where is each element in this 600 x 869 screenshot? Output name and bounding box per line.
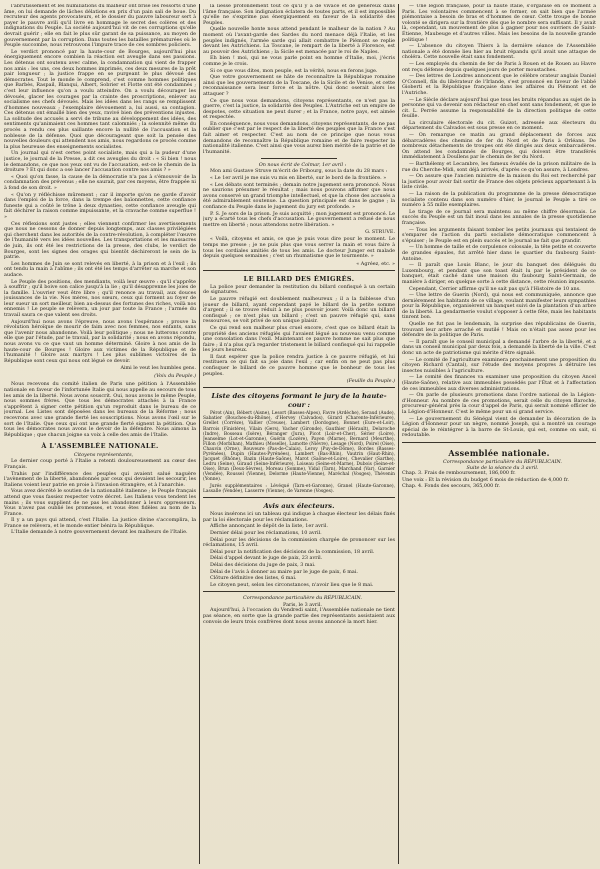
- paragraph: P. S. Je sors de la prison. Je suis acquitté ; mon jugement est prononcé. Le jury a écarté tous les chefs d'accusation. Le gouvernement a refusé de nous mettre en liberté ; nous attendons notre libération. »: [203, 210, 395, 228]
- paragraph: — Un homme de taille et de corpulence colossale, la tête petite et couverte de grandes épaules, fut arrêté hier dans le quartier du faubourg Saint-Antoine.: [402, 244, 596, 262]
- paragraph: « Qu'on y réfléchisse mûrement ; car il importe qu'on ne garde d'avoir dans l'emploi de la force, dans la trempe des baïonnettes, cette confiance funeste qui a coûté le trône à deux dynasties, cette confiance aveugle qui fait déchirer la raison comme impuissante, et la cravache comme superflue ! »: [4, 191, 196, 220]
- paragraph: — Barthélemy et Lecambre, les fameux évadés de la prison militaire de la rue du Cherche-Midi, sont déjà arrivés, d'après ce qu'on assure, à Londres.: [402, 161, 596, 173]
- paragraph: Cependant, Cerrier affirme qu'il ne sait pas qu'à l'Histoire de 10 ans.: [409, 285, 581, 292]
- paragraph: Clôture définitive des listes, 6 mai.: [210, 575, 297, 582]
- paragraph: Trahis par l'indifférence des peuples qui avaient salué naguère l'avènement de la liberté, abandonnés par ceux qui devaient les secourir, les Italiens voient leur patrie en proie à l'invasion étrangère, et à l'anarchie.: [4, 470, 196, 488]
- paragraph: Délai des décisions du juge de paix, 3 mai.: [210, 562, 316, 568]
- paragraph: Ce qui rend son malheur plus cruel encore, c'est que ce billard était la propriété des anciens réfugiés qui l'avaient légué au nouveau venu comme une consolation dans l'exil. Maintenant ce pauvre homme ne sait plus que faire ; il n'a plus qu'à regarder tristement le billard confisqué qui lui rappelle les jours heureux.: [203, 324, 395, 354]
- signature: « Agréez, etc. »: [356, 260, 395, 267]
- paragraph: Il y a un pays qui attend, c'est l'Italie. La justice divine s'accomplira, la France se relèvera, et le monde entier bénira la République.: [4, 517, 196, 529]
- paragraph: — Il paraît que Louis Blanc, le jour du banquet des délégués du Luxembourg, et pendant que son toast était lu par le président de ce banquet, était caché dans une maison du faubourg Saint-Germain, de manière à diriger, en quelque sorte à cette distance, cette réunion imposante.: [402, 262, 596, 285]
- paragraph: Aujourd'hui, à l'occasion du Vendredi saint, l'Assemblée nationale ne tient pas séance, en sorte que la grande partie des représentants assistaient aux convois de leurs trois confrères dont nous avons annoncé la mort hier.: [203, 607, 395, 625]
- article-source: (Feuille du Peuple.): [346, 378, 395, 385]
- paragraph: Délai pour la notification des décisions de la commission, 18 avril.: [210, 548, 375, 555]
- jury-list: Pérot (Ain), Bébert (Aisne), Lesort (Basses-Alpes), Favre (Ardèche), Seraud (Aude), Sabatier (Bouches-du-Rhône), d'Hervey (Calvados), Girard (Charente-Inférieure), Grellet (Corrèze), Vallier (Creuse), Lambert (Dordogne), Bonnet (Eure-et-Loir), Barrois (Finistère), Vilain (Gers), Vacher (Gironde), Gauthier (Hérault), Delaroche (Indre), Bosseau (Isère), Béranger (Jura), Picot (Loir-et-Cher), Sérier (Loire), Jeanselme (Lot-et-Garonne), Guérin (Lozère), Payen (Marne), Bernard (Meurthe), Fillon (Morbihan), Mathieu (Moselle), Lamotte (Nièvre), Lesage (Nord), Poirel (Oise), Chauvin (Orne), Rouveure (Pas-de-Calais), Leroy (Puy-de-Dôme), Bordes (Basses-Pyrénées), Dupin (Hautes-Pyrénées), Lambert (Bas-Rhin), Vautrin (Haut-Rhin), Jacquet (Rhône), Bazin (Haute-Saône), Marot (Saône-et-Loire), Chevalier (Sarthe), Ledru (Seine), Giraud (Seine-Inférieure), Loiseau (Seine-et-Marne), Dubois (Seine-et-Oise), Brun (Deux-Sèvres), Moreau (Somme), Vidal (Tarn), Marchand (Var), Garnier (Vendée), Roussel (Vienne), Delorme (Haute-Vienne), Maréchal (Vosges), Thévenin (Yonne).: [203, 411, 395, 483]
- separator: [203, 497, 395, 498]
- paragraph: Ces réflexions sont justes ; elles viennent confirmer les avertissements que nous ne cessons de donner depuis longtemps, aux classes privilégiées qui cherchent dans les autorités de la contre-révolution, à compléter l'œuvre de l'humanité vers les idées nouvelles. Les transportations et les massacres de juin, ils ont été les restrictions de la presse, des clubs, le verdict de Bourges, sont les signes des orages qui bientôt déchireront le sein de la patrie.: [4, 220, 196, 261]
- paragraph: Affiche annonçant le dépôt de la liste, 1er avril.: [210, 523, 328, 530]
- article-body: [203, 285, 395, 378]
- paragraph: Eh bien ! moi, qui ne vous parle point en homme d'Italie, moi, j'écris comme je le crois.: [203, 55, 395, 67]
- paragraph: Délai de l'avis à donner au maire par le juge de paix, 6 mai.: [210, 568, 358, 575]
- paragraph: — Tous les arguments faisant tomber les petits journaux qui tentaient de s'emparer de l'action du parti socialiste démocratique commencent à s'épuiser ; le Peuple est en plein succès et le journal ne fait que grandir.: [402, 226, 596, 244]
- paragraph: — Le comité de l'agriculture examinera prochainement une proposition du citoyen Richard (Cantal), sur l'étude des moyens propres à détruire les insectes nuisibles à l'agriculture.: [402, 356, 596, 374]
- article-body: [402, 471, 596, 490]
- section-heading: Avis aux électeurs.: [263, 501, 335, 510]
- article-body: [203, 608, 395, 625]
- paragraph: — La raison de la publication du programme de la presse démocratique socialiste contenu dans son numéro d'hier, le journal le Peuple a tiré ce numéro à 55 mille exemplaires.: [402, 191, 596, 209]
- rubric-subtitle: Correspondance particulière du RÉPUBLICAIN.: [443, 458, 562, 465]
- paragraph: — Une légion française, pour la haute Italie, s'organise en ce moment à Paris. Les volontaires commencent à se former, on sait bien que l'armée piémontaise a besoin de bras et d'hommes de cœur. Cette troupe de bonne volonté se dirigera sur la frontière dès que le nombre sera suffisant. Il y avait là, cependant, un mouvement de plus à gagner pour nos ouvriers de Saint-Étienne, Maubeuge et d'autres villes. Mais les besoins de la nouvelle grande politique !: [402, 4, 596, 43]
- section-heading: LE BILLARD DES ÉMIGRÉS.: [243, 274, 355, 283]
- article-body: [4, 382, 196, 438]
- paragraph: Une voix : Et la révision du budget 6 mois de réduction de 4,000 fr.: [402, 476, 569, 483]
- paragraph: — On remarque ce matin au grand déplacement de forces aux débarcadères des chemins de fer du Nord et de Paris à Orléans. De nombreux détachements de troupes ont été dirigés aux deux embarcadères. On attend les condamnés de Bourges, qui doivent être transférés immédiatement à Doullens par le chemin de fer du Nord.: [402, 132, 596, 161]
- paragraph: Mon ami Gustave Struve m'écrit de Fribourg, sous la date du 28 mars :: [210, 168, 388, 175]
- article-body: [4, 459, 196, 536]
- rubric-subtitle: Suite de la séance du 3 avril.: [466, 464, 539, 471]
- paragraph: la liesse profondément tout ce qu'il y a de vivace et de généreux dans l'âme française. Son indignation éclatera de toutes parts, et il est impossible qu'elle ne s'exprime pas énergiquement en faveur de la solidarité des Peuples.: [203, 4, 395, 26]
- separator: [261, 158, 338, 159]
- paragraph: « Les débats sont terminés ; demain notre jugement sera prononcé. Nous ne saurions présumer le résultat ; mais nous pouvons affirmer que nous avons conservé un grand triomphe intellectuel, et que la chose des accusés a été admirablement soutenue. La question principale est dans le gagne ; la confiance du Peuple dans le jugement du jury est profonde. »: [203, 181, 395, 210]
- quote-tail: Aimi le veut les humbles gens.: [120, 365, 196, 372]
- paragraph: « Quoi qu'on fasse, la cause de la démocratie n'a pas à s'émouvoir de la condamnation des prévenus ; elle ne saurait, par ces moyens, être frappée ni à fond de son droit. »: [4, 173, 196, 191]
- paragraph: — L'absence du citoyen Thiers à la dernière séance de l'Assemblée nationale a été donnée lieu hier au bruit répandu qu'il avait une attaque de choléra. Cette nouvelle était sans fondement.: [402, 43, 596, 61]
- paragraph: L'Italie demande à notre gouvernement devant les malheurs de l'Italie.: [11, 529, 188, 536]
- rubric-title: Assemblée nationale.: [448, 447, 550, 458]
- paragraph: — Le comité des finances va examiner une proposition du citoyen Ancel (Haute-Saône), relative aux immeubles possédés par l'État et à l'affectation de ces immeubles aux diverses administrations.: [402, 374, 596, 392]
- signature: G. STRUVE.: [365, 229, 395, 236]
- paragraph: Délai pour les décisions de la commission chargée de prononcer sur les réclamations, 15 avril.: [203, 536, 395, 549]
- paragraph: Ce que nous vous demandons, citoyens représentants, ce n'est pas la guerre, c'est la justice, la solidarité des Peuples. L'Autriche est un empire de despotes, cette situation ne peut durer ; et la France, notre pays, est aimée et respectée.: [203, 97, 395, 121]
- paragraph: — Des lettres de Londres annoncent que le célèbre orateur anglais Daniel O'Connell, fils du libérateur de l'Irlande, s'est prononcé en faveur de l'abbé Gioberti et la République française dans les affaires du Piémont et de l'Autriche.: [402, 73, 596, 96]
- dateline: On nous écrit de Colmar, 1er avril :: [258, 162, 347, 169]
- section-heading: À L'ASSEMBLÉE NATIONALE.: [41, 442, 159, 451]
- jury-supplementary: Jurés supplémentaires : Lévéqué (Tarn-et-Garonne), Granel (Haute-Garonne), Lassalle (Vendée), Lasserre (Vienne), de Varenne (Vosges).: [203, 483, 395, 494]
- paragraph: Le dernier coup porté à l'Italie a retenti douloureusement au cœur des Français.: [4, 458, 196, 470]
- paragraph: En conséquence, nous vous demandons, citoyens représentants, de ne pas oublier que c'est par le respect de la liberté des peuples que la France s'est fait aimer et respecter. C'est au nom de ce principe que nous vous demandons de reconnaître la République romaine et de faire respecter la nationalité italienne. C'est ainsi que vous aurez bien mérité de la patrie et de l'humanité.: [203, 120, 395, 155]
- paragraph: Quelle ne fut pas le lendemain, la surprise des républicains de Guerin, trouvant leur arbre arraché et mutilé ! Mais on n'était pas assez pour les défendre de la politique de Paris.: [402, 321, 596, 339]
- paragraph: Le tirage de ce journal sera maintenu au même chiffre désormais. Le succès du Peuple est un fait inouï dans les annales de la presse quotidienne française.: [402, 208, 596, 226]
- paragraph: Un journal qui n'est certes point socialiste, mais qui a la pudeur d'une justice, le journal de la Presse, a dit ces aveugles du droit : « Si bien ! nous le demandons, ce que nos yeux ont vu de l'accusation, est-ce le chemin de la droiture ? Et qui donc a osé lancer l'accusation contre nos amis ? »: [4, 150, 196, 174]
- article-body: [203, 237, 395, 259]
- column-1: [4, 4, 196, 866]
- paragraph: Délai d'appel devant le juge de paix, 23 avril.: [210, 555, 323, 562]
- article-body: [203, 512, 395, 588]
- article-body: [203, 4, 395, 155]
- column-3: [402, 4, 596, 866]
- article-body: [4, 4, 196, 364]
- paragraph: Si ce que vous dites, mon peuple, est la vérité, nous en ferons juge.: [210, 67, 378, 74]
- article-body: [203, 169, 395, 228]
- paragraph: Nous recevons du comité italien de Paris une pétition à l'Assemblée nationale en faveur de l'infortunée Italie qui nous appelle au secours de tous les amis de la liberté. Nous avons souscrit. Oui, nous avons le même Peuple, nous sommes frères. Que tous les démocrates attachés à la France s'apprêtent à signer cette pétition qu'un reproduit dans le bureau de ce journal. Les Listes sont déposées dans les bureaux de la Réforme ; nous recevrons avec une grande fierté les souscriptions. Nous avons l'œil sur le sort de l'Italie. Que ceux qui ont une grande fierté signent la pétition. Que tous les démocrates nous avons le devoir de la défendre. Nous aimons la République ; que chacun joigne sa voix à celle des amis de l'Italie.: [4, 381, 196, 438]
- dateline: Paris, le 3 avril.: [283, 602, 322, 609]
- paragraph: Le pauvre réfugié est doublement malheureux ; il a la faiblesse d'un joueur de billard, ayant cependant payé le billard de la petite somme d'argent ; il se trouve réduit à ne plus pouvoir jouer. Voilà donc un billard confisqué ; ce n'est plus un billard ; c'est un pauvre réfugié qui, sans ressources, se voit privé de son unique plaisir.: [203, 295, 395, 325]
- article-source: (Voix du Peuple.): [154, 373, 196, 380]
- article-body: [402, 4, 596, 439]
- paragraph: — On parle de plusieurs promotions dans l'ordre national de la Légion-d'Honneur. Au nombre de ces promotions, serait celle du citoyen Baroche, procureur-général près la cour d'appel de Paris, qui serait nommé officier de la Légion-d'Honneur. C'est le même pour un si grand service.: [402, 392, 596, 415]
- paragraph: — Une lettre de Guerin (Nord), qui nous est communiquée, annonce que dernièrement les habitants de ce village, voulant manifester leurs sympathies pour la République, organisèrent un banquet suivi de la plantation d'un arbre de la liberté. La gendarmerie voulut s'opposer à cette fête, mais les habitants tinrent bon.: [402, 292, 596, 321]
- paragraph: Chap. 4. Fonds des secours, 365,000 fr.: [402, 483, 500, 490]
- paragraph: Vous avez décrété le soutien de la nationalité italienne ; le Peuple français attend que vous fassiez respecter votre décret. Les Italiens vous tendent les mains ; ils vous supplient de ne pas les abandonner à leurs oppresseurs. Vous n'avez pas oublié les promesses, et vous êtes fidèles au nom de la France.: [4, 488, 196, 517]
- column-rule: [199, 4, 200, 864]
- paragraph: Quelle nouvelle honte nous attend pendant le malheur de la nation ? Au moment où l'avant-garde des Sardes du nord menace déjà l'Italie, et les peuples indignés, l'armée sarde qui allait combattre le Piémont se replie devant les Autrichiens. La Toscane, le rempart de la liberté à Florence, est au pouvoir des Autrichiens ; la Sicile est menacée par le roi de Naples.: [203, 26, 395, 55]
- paragraph: — Les employés du chemin de fer de Paris à Rouen et de Rouen au Havre ont reçu défense depuis quelques jours de porter moustaches.: [402, 60, 596, 73]
- paragraph: Aujourd'hui nous avons l'épreuve, nous avons l'espérance ; prouve la révolution héroïque de mourir de faim avec nos femmes, nos enfants, sans que l'avenir nous abandonne. Voilà leur politique ; nous ne lutterons contre elle que par l'étude, par le travail, par la solidarité ; nous en avons répondu, nous avons vu ce que vaut un homme déterminé. Gloire à nos amis de la haute-cour de Bourges ! Gloire aux victimes de la République et de l'humanité ! Gloire aux martyrs ! Les plus sublimes victoires de la République sont ceux qui nous ont légué ce devoir.: [4, 318, 196, 364]
- paragraph: Le citoyen peut, selon les circonstances, n'avoir lieu que le 8 mai.: [210, 581, 374, 588]
- column-rule: [398, 4, 399, 864]
- paragraph: Que votre gouvernement se hâte de reconnaître la République romaine ainsi que les gouvernements de la Toscane, de la Sicile et de Venise, et cette reconnaissance sera leur force et la nôtre. Qui donc oserait alors les attaquer ?: [203, 74, 395, 97]
- separator: [203, 591, 395, 592]
- paragraph: Nous insérons ici un tableau qui indique à chaque électeur les délais fixés par la loi électorale pour les réclamations.: [203, 511, 395, 523]
- column-2: [203, 4, 395, 866]
- paragraph: « Le 1er avril je me suis vu mis en liberté, sur le bord de la frontière. »: [210, 175, 387, 182]
- section-heading: Liste des citoyens formant le jury de la haute-cour :: [211, 392, 387, 409]
- paragraph: — Le Siècle déclare aujourd'hui que tous les bruits répandus au sujet de la personne qui va devenir son rédacteur en chef sont sans fondement, et que le cit. L. Perrée assume la responsabilité de la direction politique de cette feuille.: [402, 96, 596, 120]
- paragraph: l'abrutissement et les humiliations du malheur ont brisé les ressorts d'une âme, on lui demande de lâches délations en prix d'un pain sali de boue. Du recruteur des agents provocateurs, et le dossier du pauvre laboureur sert à payer le pauvre avili qu'il livre en hommage le secret des colères et des indignations du Peuple. La société aujourd'hui vit de ces corruptions qu'elle devrait guérir ; elle en fait le plus sûr garant de sa puissance, au moyen de gouvernement par la corruption. Dans toutes les batailles prématurées où le Peuple succombe, nous retrouvons l'impure trace de ces sombres policiers.: [4, 4, 196, 49]
- paragraph: — On assure que l'ancien ministre de la maison du Roi est recherché par la justice pour avoir fait sortir de France des objets précieux appartenant à la liste civile.: [402, 173, 596, 191]
- paragraph: Le verdict prononcé par la haute-cour de Bourges, aujourd'hui plus énergiquement encore combien la réaction est aveugle dans ses passions. Les détenus ont soutenu avec calme, la condamnation qui vient de frapper nos amis : les uns, ces deux hommes imprimés, ces deux mesures de la prêt pair longueur ; la justice frappe en se purgeant le plus dévoué des démocrates. Tout le monde le comprend, c'est comme hommes politiques que Barbès, Raspail, Blanqui, Albert, Sobrier et Flotte ont été condamnés ; c'est leur influence qu'on a voulu atteindre. On a voulu décourager les dévoués, glacer les courages par la crainte des proscriptions, enlever au socialisme ses chefs dévoués. Mais les idées dans les rangs se remplissent d'hommes nouveaux ; l'exemplaire dévouement a, lui aussi, sa contagion. Ces détenus ont émaillé bien des yeux, ravivé bien des préventions injustes. La solitude des accusés a servi de tribune au développement des idées, des sentiments qu'animaient ces hommes tant calomniés ; la solennité même du procès a rendu ces plus saillante encore la nullité de l'accusation et la noblesse de la défense. Quoi que décourageant que soit la pensée des nouvelles douleurs qui attendent nos amis, nous regardons ce procès comme la plus heureuse des enseignements socialistes.: [4, 48, 196, 150]
- paragraph: — Le gouvernement du Sénégal vient de demander la décoration de la Légion d'Honneur pour un nègre, nommé Joseph, qui a montré un courage spécial de le réintégrer à la barre de St-Louis, qui est, comme on sait, si redoutable.: [402, 415, 596, 439]
- paragraph: « Voilà, citoyens et amis, ce que je puis vous dire pour le moment. Le temps me presse ; je ne puis plus que vous serrer la main et vous faire à tous les cordiales amitiés de tous les amis. Le docteur Junger est malade depuis quelques semaines ; c'est un rhumatisme que le tourmente. »: [203, 236, 395, 260]
- section-heading: Correspondance particulière du RÉPUBLICAIN.: [243, 595, 362, 602]
- paragraph: La police pour demander la restitution du billard confisqué à un certain de signatures.: [203, 283, 395, 296]
- salutation: Citoyens représentants,: [73, 452, 134, 459]
- paragraph: Les hommes de Juin se sont relevés en liberté, à la prison et à l'exil ; ils ont tendu la main à l'abîme ; ils ont été les temps d'arrêter sa marche et son audace.: [4, 260, 196, 278]
- paragraph: Chap. 3. Frais de remboursement, 186,000 fr.: [402, 469, 516, 476]
- separator: [203, 387, 395, 388]
- separator: [203, 270, 395, 271]
- separator: [402, 442, 596, 443]
- paragraph: Le Peuple des positions, des mendiants, voilà leur œuvre : qu'il s'apprête à souffrir ; qu'il boive son calice jusqu'à la lie ; qu'il désapprenne les joies de la famille. L'ouvrier veut être libre ; qu'il renonce au travail, aux douces jouissances de la vie. Nos mères, nos sœurs, ceux qui forment au foyer de leur sueur un sort meilleur, bien au-dessus des fortunes des riches, voilà nos ennemis ! Le peuple se relèvera, un jour par toute la France ; l'armée du travail saura ce que valent ses droits.: [4, 278, 196, 319]
- paragraph: Dernier délai pour les réclamations, 10 avril.: [210, 530, 322, 537]
- paragraph: Il faut espérer que la police rendra justice à ce pauvre réfugié, et lui restituera ce qui fait sa joie dans l'exil ; car enfin on ne peut pas plus confisquer le billard de ce pauvre homme que le bonheur de tous les peuples.: [203, 353, 395, 377]
- paragraph: — Il paraît que le conseil municipal a demandé l'arbre de la liberté, et a dans un conseil municipal par deux fois, a demandé la liberté de la ville. C'est donc un acte de patriotisme qui mérite d'être signalé.: [402, 338, 596, 357]
- paragraph: La circulaire électorale du cit. Guizot, adressée aux électeurs du département du Calvados est sous presse en ce moment.: [402, 119, 596, 132]
